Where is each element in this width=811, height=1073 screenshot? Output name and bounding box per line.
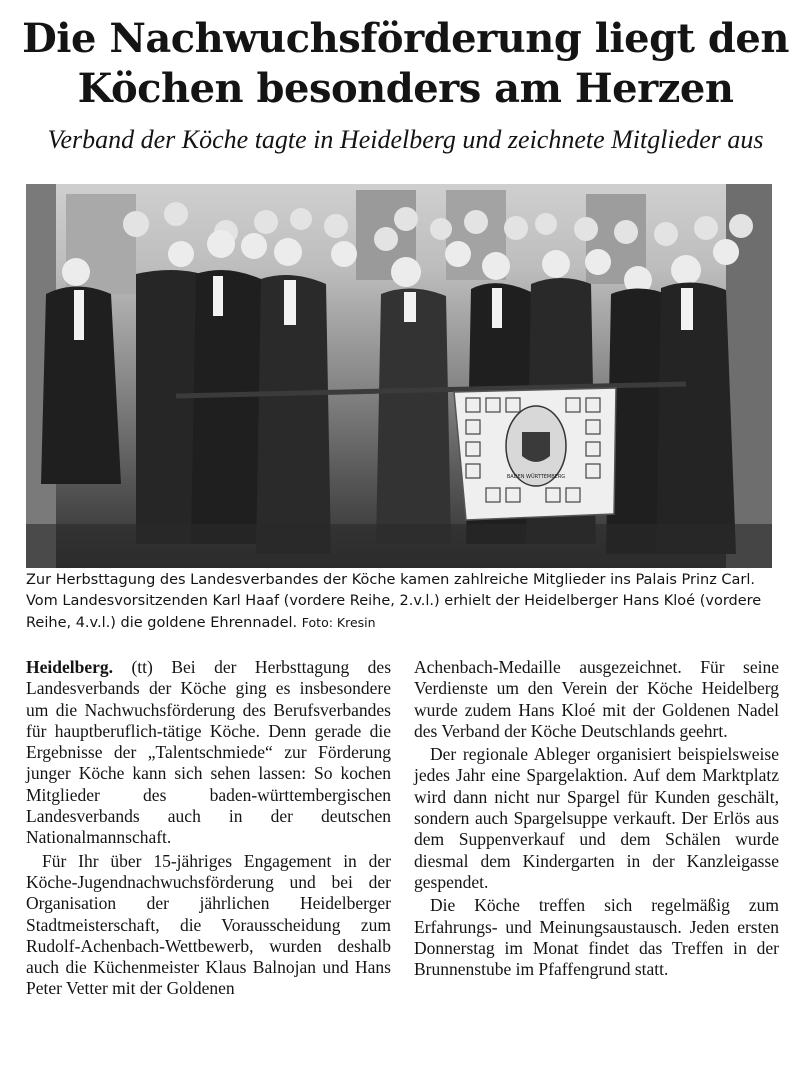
banner-text: BADEN WÜRTTEMBERG [506, 474, 566, 480]
paragraph-1 [26, 657, 391, 849]
paragraph-3: Der regionale Ableger organisiert beispielsweise jedes Jahr eine Spargelaktion. Auf dem Marktplatz wird dann nicht nur Spargel für Kunden geschält, sondern auch Spargelsuppe verkauft. Der Erlös aus dem Suppenverkauf und dem Schälen wurde diesmal dem Kindergarten in der Kanzleigasse gespendet. [414, 744, 779, 892]
caption-text: Zur Herbsttagung des Landesverbandes der Köche kamen zahlreiche Mitglieder ins Palais Prinz Carl. Vom Landesvorsitzenden Karl Haaf (vordere Reihe, 2.v.l.) erhielt der Heidelberger Hans Kloé (vordere Reihe, 4.v.l.) die goldene Ehrennadel. [26, 572, 762, 631]
headline [0, 14, 811, 114]
paragraph-2-continued: Achenbach-Medaille ausgezeichnet. Für seine Verdienste um den Verein der Köche Heidelberg wurde zudem Hans Kloé mit der Goldenen Nadel des Verband der Köche Deutschlands geehrt. [414, 657, 779, 741]
paragraph-1-text: (tt) Bei der Herbsttagung des Landesverbands der Köche ging es insbesondere um die Nachwuchsförderung des Berufsverbandes für hauptberuflich-tätige Köche. Denn gerade die Ergebnisse der „Talentschmiede“ zur Förderung junger Köche kann sich sehen lassen: So kochen Mitglieder des baden-württembergischen Landesverbands auch in der deutschen Nationalmannschaft. [26, 657, 392, 848]
paragraph-2: Für Ihr über 15-jähriges Engagement in der Köche-Jugendnachwuchsförderung und bei der Organisation der jährlichen Heidelberger Stadtmeisterschaft, die Vorausscheidung zum Rudolf-Achenbach-Wettbewerb, wurden deshalb auch die Küchenmeister Klaus Balnojan und Hans Peter Vetter mit der Goldenen [26, 850, 391, 999]
subheadline: Verband der Köche tagte in Heidelberg und zeichnete Mitglieder aus [47, 125, 764, 154]
headline-line-2: Köchen besonders am Herzen [77, 65, 734, 112]
banner [454, 388, 616, 520]
group-photo [26, 184, 772, 568]
dateline: Heidelberg. [26, 657, 113, 677]
group-photo-illustration [26, 184, 772, 568]
article-column-2 [414, 657, 779, 980]
headline-line-1: Die Nachwuchsförderung liegt den [22, 15, 789, 62]
paragraph-4: Die Köche treffen sich regelmäßig zum Erfahrungs- und Meinungsaustausch. Jeden ersten Donnerstag im Monat findet das Treffen in der Brunnenstube im Pfaffengrund statt. [414, 895, 779, 980]
photo-credit: Foto: Kresin [301, 615, 376, 630]
photo-caption [26, 570, 786, 634]
article-column-1 [26, 657, 391, 1000]
